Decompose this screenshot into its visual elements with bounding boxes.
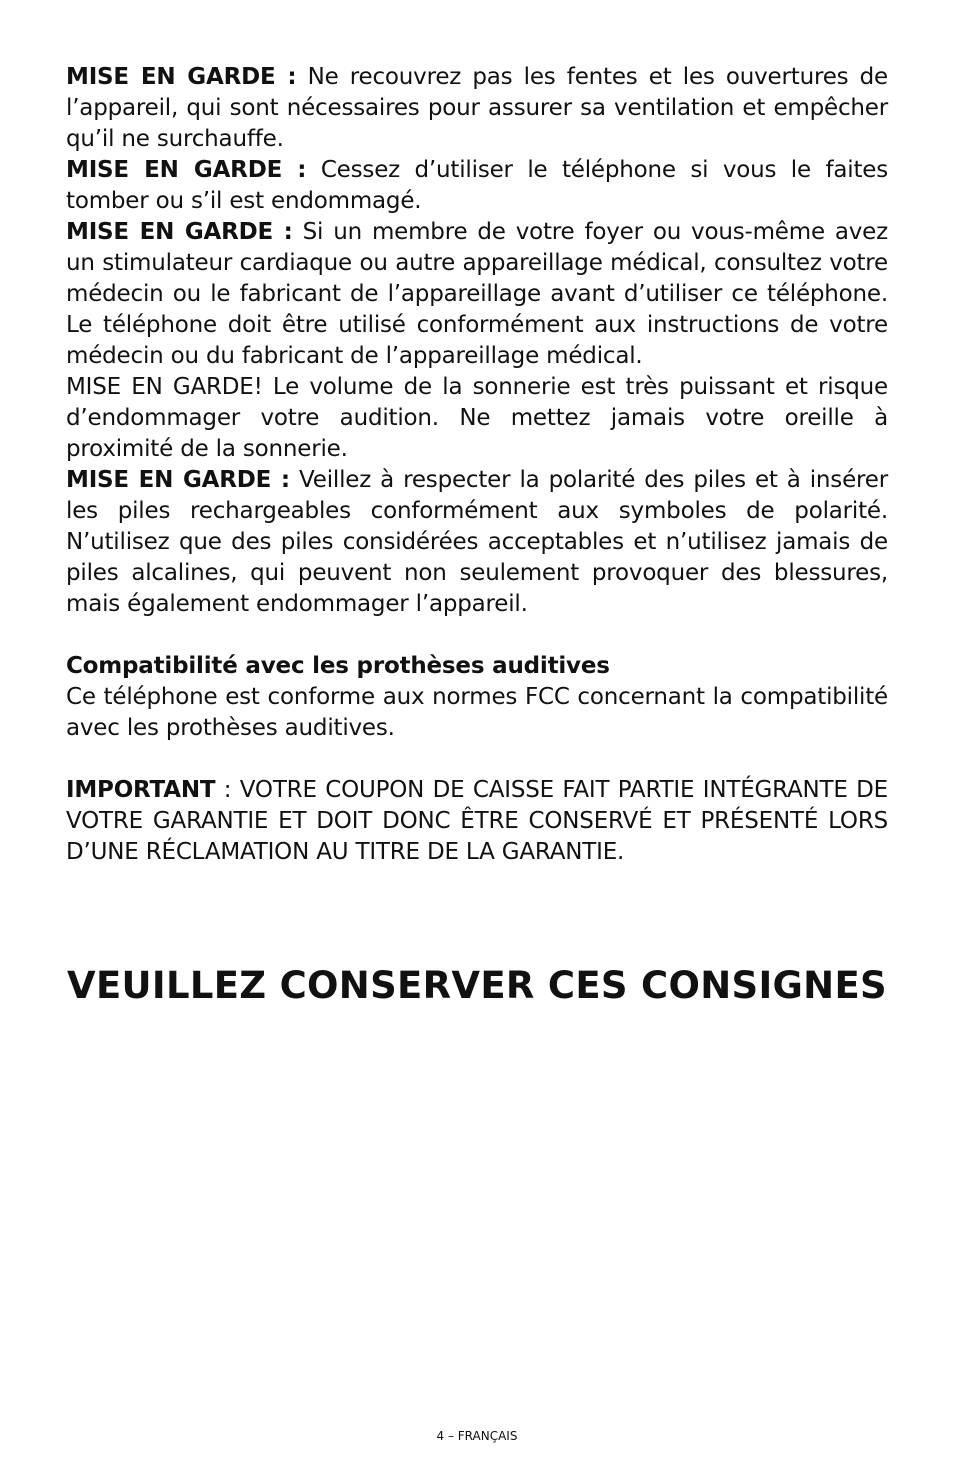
warning-text: MISE EN GARDE! Le volume de la sonnerie est très puissant et risque d’endommager votre audition. Ne mettez jamais votre oreille à proximité de la sonnerie.	[66, 374, 888, 462]
warning-label: MISE EN GARDE :	[66, 467, 290, 493]
important-label: IMPORTANT	[66, 777, 216, 803]
warning-medical-device	[66, 217, 888, 372]
compatibility-text: Ce téléphone est conforme aux normes FCC concernant la compatibilité avec les prothèses auditives.	[66, 684, 888, 741]
warning-label: MISE EN GARDE :	[66, 219, 293, 245]
warning-battery-polarity	[66, 465, 888, 620]
warning-text: Veillez à respecter la polarité des piles et à insérer les piles rechargeables conformément aux symboles de polarité. N’utilisez que des piles considérées acceptables et n’utilisez jamais de piles alcalines, qui peuvent non seulement provoquer des blessures, mais également endommager l’appareil.	[66, 467, 888, 617]
warning-label: MISE EN GARDE :	[66, 157, 307, 183]
page-footer: 4 – FRANÇAIS	[436, 1429, 518, 1443]
warning-ringer-volume	[66, 372, 888, 465]
warning-text: Cessez d’utiliser le téléphone si vous le faites tomber ou s’il est endommagé.	[66, 157, 888, 214]
important-notice	[66, 775, 888, 868]
compatibility-heading: Compatibilité avec les prothèses auditives	[66, 653, 610, 679]
warning-ventilation	[66, 62, 888, 155]
warning-text: Ne recouvrez pas les fentes et les ouvertures de l’appareil, qui sont nécessaires pour assurer sa ventilation et empêcher qu’il ne surchauffe.	[66, 64, 888, 152]
warning-label: MISE EN GARDE :	[66, 64, 297, 90]
page-title: VEUILLEZ CONSERVER CES CONSIGNES	[67, 964, 887, 1007]
spacer	[66, 744, 888, 775]
document-body	[66, 62, 888, 868]
important-text: : VOTRE COUPON DE CAISSE FAIT PARTIE INTÉGRANTE DE VOTRE GARANTIE ET DOIT DONC ÊTRE CONSERVÉ ET PRÉSENTÉ LORS D’UNE RÉCLAMATION AU TITRE DE LA GARANTIE.	[66, 777, 888, 865]
warning-text: Si un membre de votre foyer ou vous-même avez un stimulateur cardiaque ou autre appareillage médical, consultez votre médecin ou le fabricant de l’appareillage avant d’utiliser ce téléphone. Le téléphone doit être utilisé conformément aux instructions de votre médecin ou du fabricant de l’appareillage médical.	[66, 219, 888, 369]
spacer	[66, 620, 888, 651]
warning-dropped-phone	[66, 155, 888, 217]
